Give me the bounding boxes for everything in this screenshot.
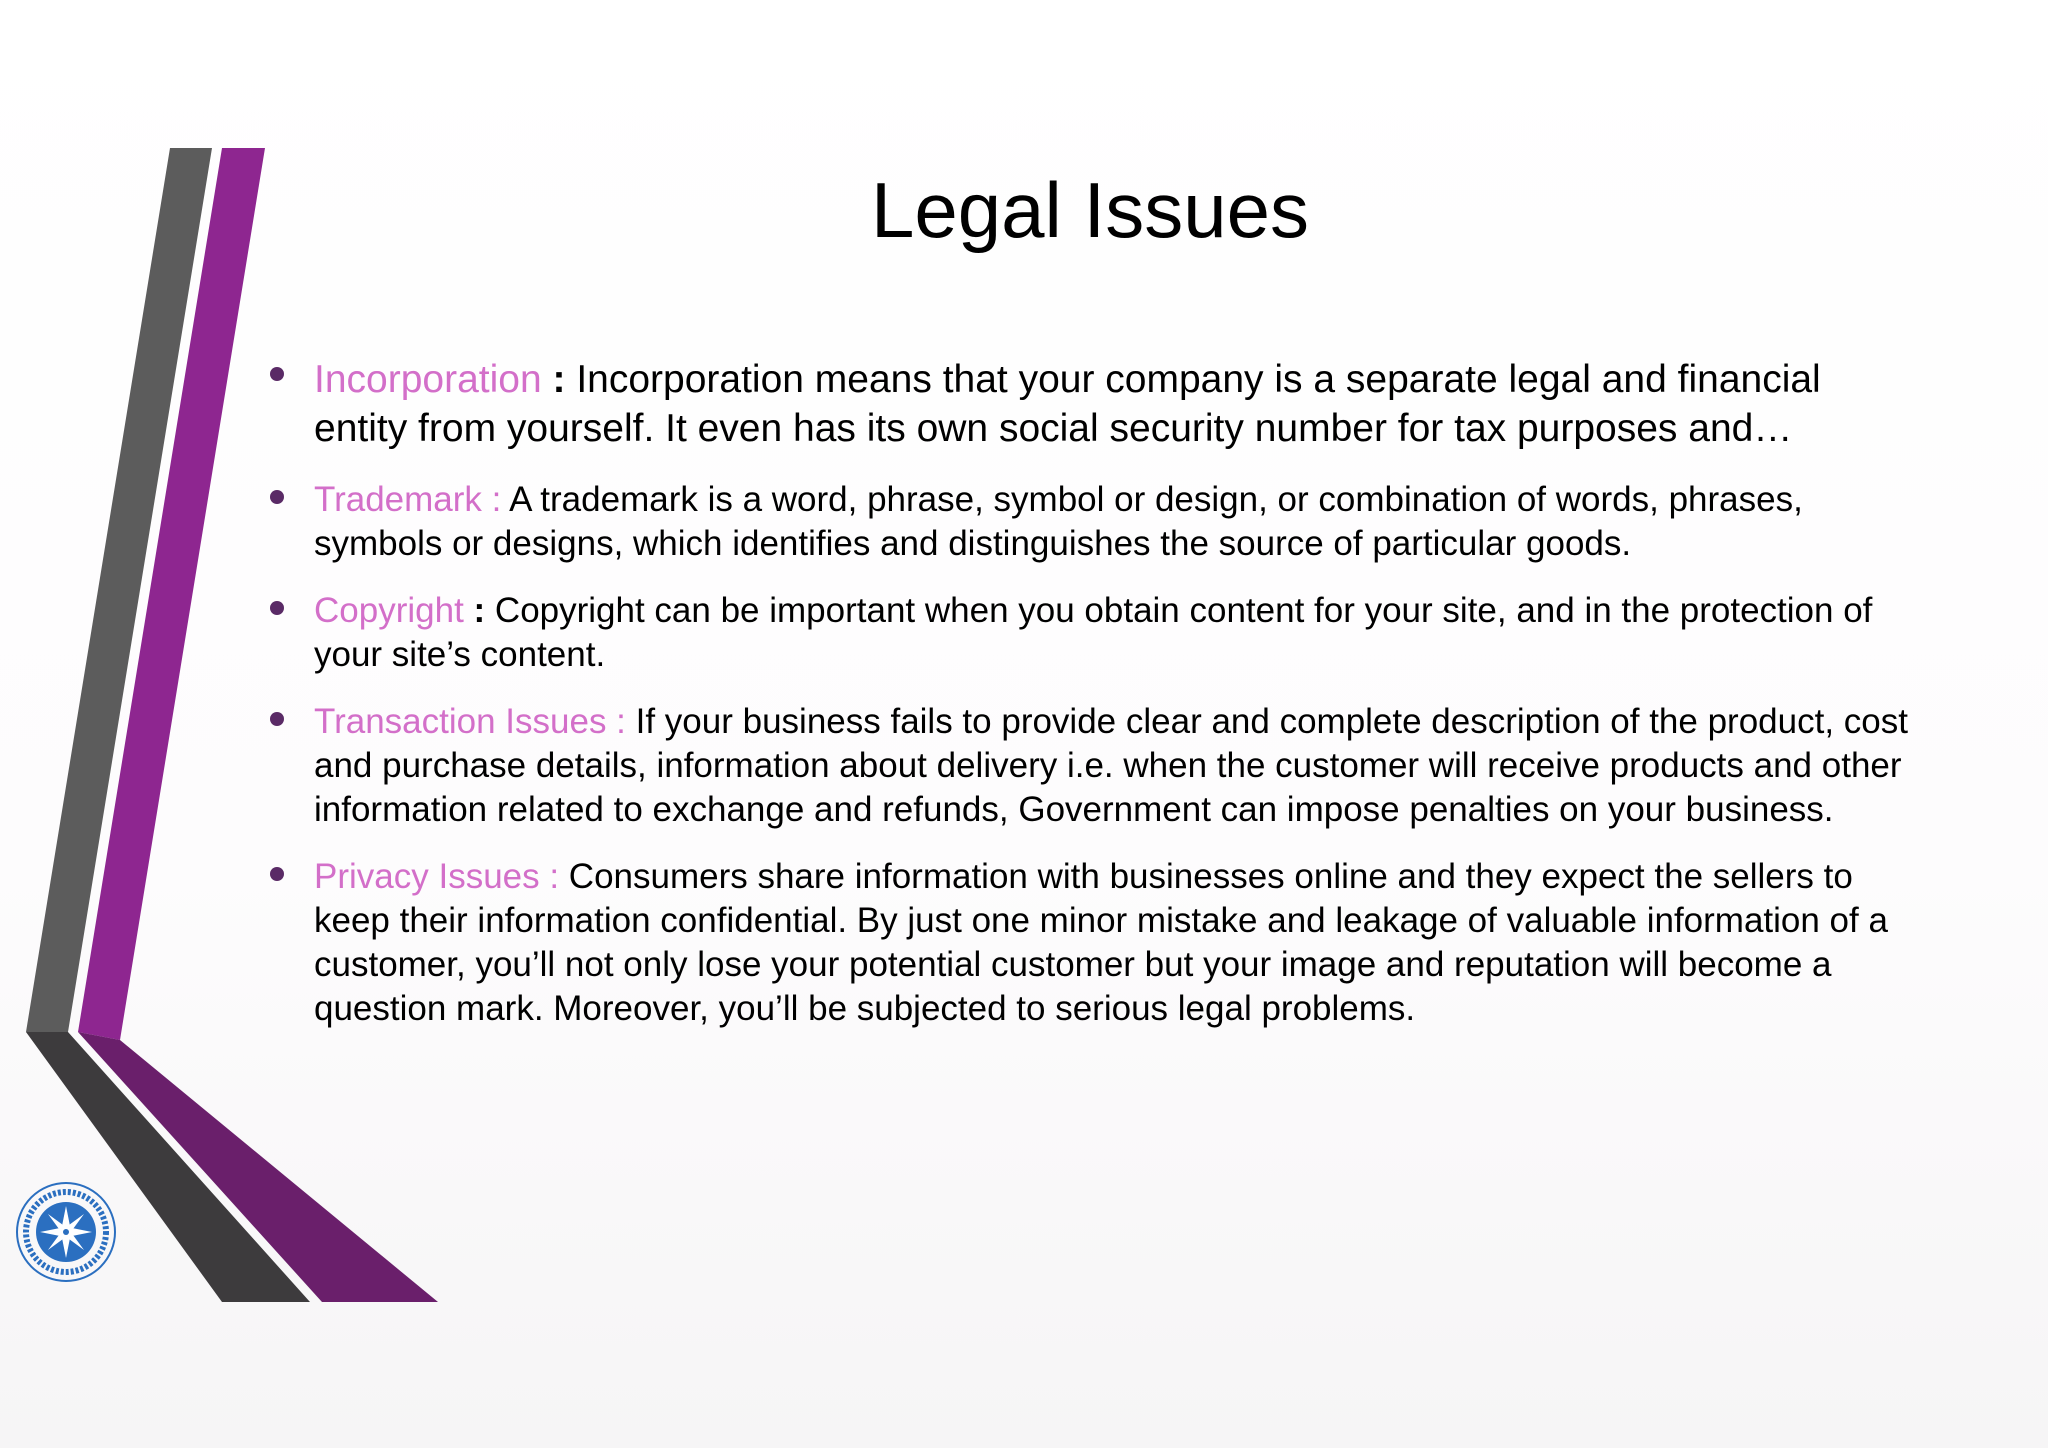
bullet-text: If your business fails to provide clear and complete description of the product, cost and purchase details, information about delivery i.e. when the customer will receive products and other information related to exchange and refunds, Government can impose penalties on your business. xyxy=(314,702,1908,829)
bullet-dot-icon xyxy=(270,712,284,726)
bullet-text: A trademark is a word, phrase, symbol or design, or combination of words, phrases, symbols or designs, which identifies and distinguishes the source of particular goods. xyxy=(314,480,1803,563)
bullet-privacy-issues xyxy=(262,855,1922,1031)
bullet-term: Privacy Issues : xyxy=(314,857,569,896)
bullet-text: Copyright can be important when you obtain content for your site, and in the protection of your site’s content. xyxy=(314,591,1873,674)
bullet-dot-icon xyxy=(270,601,284,615)
bullet-term: Incorporation xyxy=(314,358,553,401)
bullet-dot-icon xyxy=(270,867,284,881)
slide-title: Legal Issues xyxy=(871,166,1309,254)
bullet-dot-icon xyxy=(270,367,284,381)
bullet-separator: : xyxy=(552,358,566,401)
bullet-term: Transaction Issues : xyxy=(314,702,636,741)
bullet-text: Consumers share information with businesses online and they expect the sellers to keep their information confidential. By just one minor mistake and leakage of valuable information of a customer, you’ll not only lose your potential customer but your image and reputation will become a question mark. Moreover, you’ll be subjected to serious legal problems. xyxy=(314,857,1888,1028)
bullet-text: Incorporation means that your company is a separate legal and financial entity from yourself. It even has its own social security number for tax purposes and… xyxy=(314,358,1821,450)
bullet-copyright xyxy=(262,589,1922,677)
bullet-transaction-issues xyxy=(262,700,1922,832)
bullet-separator: : xyxy=(473,591,486,630)
bullet-term: Copyright xyxy=(314,591,474,630)
chamber-of-commerce-seal-icon xyxy=(14,1180,118,1284)
bullet-term: Trademark : xyxy=(314,480,510,519)
bullet-incorporation xyxy=(262,355,1922,453)
bullet-trademark xyxy=(262,478,1922,566)
bullet-list xyxy=(262,355,1922,1054)
bullet-dot-icon xyxy=(270,490,284,504)
gray-stripe xyxy=(26,148,212,1032)
dark-purple-lower-stripe xyxy=(78,1032,438,1302)
purple-stripe xyxy=(78,148,265,1040)
